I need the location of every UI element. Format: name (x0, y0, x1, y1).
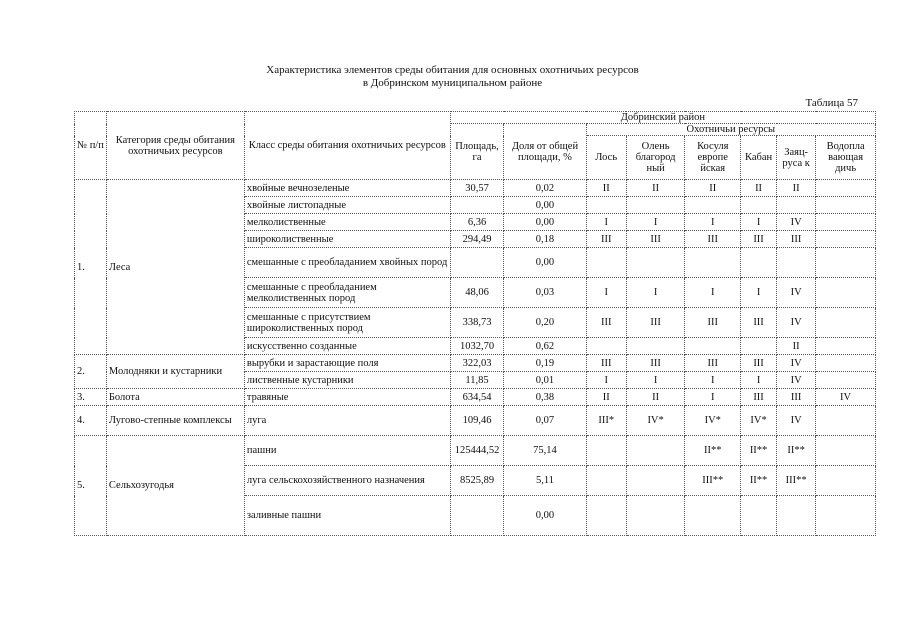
cell-moose (586, 496, 626, 536)
cell-boar: I (741, 214, 777, 231)
table-body (75, 180, 876, 536)
cell-moose: III (586, 355, 626, 372)
cell-hare: II (777, 180, 816, 197)
header-deer: Олень благород ный (626, 136, 685, 180)
table-row (75, 180, 876, 197)
cell-deer: III (626, 231, 685, 248)
cell-boar (741, 197, 777, 214)
cell-moose: I (586, 372, 626, 389)
cell-boar (741, 496, 777, 536)
cell-water (816, 214, 876, 231)
table-row (75, 406, 876, 436)
cell-share: 0,18 (504, 231, 586, 248)
cell-boar: I (741, 372, 777, 389)
cell-area: 322,03 (450, 355, 504, 372)
habitat-class: луга сельскохозяйственного назначения (244, 466, 450, 496)
cell-roe: I (685, 389, 741, 406)
cell-area (450, 248, 504, 278)
cell-share: 0,62 (504, 338, 586, 355)
cell-deer: III (626, 355, 685, 372)
cell-water (816, 406, 876, 436)
cell-roe: I (685, 372, 741, 389)
cell-boar: III (741, 355, 777, 372)
cell-deer: I (626, 372, 685, 389)
header-boar: Кабан (741, 136, 777, 180)
header-category: Категория среды обитания охотничьих ресурсов (106, 112, 244, 180)
cell-roe (685, 248, 741, 278)
document-title (0, 64, 905, 90)
cell-boar: III (741, 231, 777, 248)
cell-area: 634,54 (450, 389, 504, 406)
table-number: Таблица 57 (805, 97, 858, 109)
cell-roe: III (685, 308, 741, 338)
cell-moose (586, 338, 626, 355)
cell-roe: III (685, 355, 741, 372)
table-row (75, 355, 876, 372)
cell-moose: III* (586, 406, 626, 436)
habitat-class: заливные пашни (244, 496, 450, 536)
cell-hare (777, 248, 816, 278)
cell-area: 125444,52 (450, 436, 504, 466)
group-category: Лугово-степные комплексы (106, 406, 244, 436)
group-category: Леса (106, 180, 244, 355)
cell-hare: IV (777, 355, 816, 372)
cell-roe: I (685, 278, 741, 308)
habitat-class: смешанные с преобладанием мелколиственных пород (244, 278, 450, 308)
habitat-class: вырубки и зарастающие поля (244, 355, 450, 372)
cell-water (816, 180, 876, 197)
cell-area: 11,85 (450, 372, 504, 389)
habitat-class: смешанные с преобладанием хвойных пород (244, 248, 450, 278)
cell-deer (626, 496, 685, 536)
cell-hare: III (777, 389, 816, 406)
cell-share: 0,07 (504, 406, 586, 436)
cell-area: 338,73 (450, 308, 504, 338)
cell-deer (626, 338, 685, 355)
cell-roe: IV* (685, 406, 741, 436)
cell-hare: II (777, 338, 816, 355)
cell-hare: III (777, 231, 816, 248)
habitat-table (74, 111, 876, 536)
cell-share: 5,11 (504, 466, 586, 496)
group-number: 2. (75, 355, 107, 389)
cell-hare: IV (777, 406, 816, 436)
habitat-class: хвойные вечнозеленые (244, 180, 450, 197)
cell-moose (586, 436, 626, 466)
cell-share: 0,00 (504, 197, 586, 214)
cell-water (816, 308, 876, 338)
cell-area (450, 496, 504, 536)
cell-deer: I (626, 278, 685, 308)
cell-water (816, 372, 876, 389)
cell-roe: III** (685, 466, 741, 496)
cell-roe: II** (685, 436, 741, 466)
cell-moose (586, 248, 626, 278)
cell-deer (626, 466, 685, 496)
cell-boar (741, 248, 777, 278)
table-row (75, 389, 876, 406)
cell-deer: II (626, 180, 685, 197)
cell-hare: IV (777, 214, 816, 231)
cell-share: 0,00 (504, 248, 586, 278)
cell-water (816, 496, 876, 536)
habitat-class: смешанные с присутствием широколиственных пород (244, 308, 450, 338)
cell-share: 75,14 (504, 436, 586, 466)
cell-share: 0,19 (504, 355, 586, 372)
habitat-class: травяные (244, 389, 450, 406)
cell-deer: IV* (626, 406, 685, 436)
cell-moose: II (586, 180, 626, 197)
cell-deer: III (626, 308, 685, 338)
habitat-class: пашни (244, 436, 450, 466)
cell-water: IV (816, 389, 876, 406)
group-number: 3. (75, 389, 107, 406)
cell-share: 0,03 (504, 278, 586, 308)
header-share: Доля от общей площади, % (504, 124, 586, 180)
cell-area: 6,36 (450, 214, 504, 231)
habitat-class: мелколиственные (244, 214, 450, 231)
cell-moose: II (586, 389, 626, 406)
habitat-class: широколиственные (244, 231, 450, 248)
cell-deer (626, 248, 685, 278)
cell-moose: III (586, 308, 626, 338)
cell-boar: II** (741, 466, 777, 496)
cell-share: 0,01 (504, 372, 586, 389)
cell-area: 8525,89 (450, 466, 504, 496)
cell-water (816, 436, 876, 466)
cell-share: 0,00 (504, 214, 586, 231)
group-category: Сельхозугодья (106, 436, 244, 536)
group-category: Болота (106, 389, 244, 406)
cell-deer (626, 436, 685, 466)
cell-moose (586, 466, 626, 496)
cell-roe (685, 338, 741, 355)
cell-hare: IV (777, 308, 816, 338)
cell-share: 0,20 (504, 308, 586, 338)
cell-boar: IV* (741, 406, 777, 436)
cell-moose (586, 197, 626, 214)
habitat-class: луга (244, 406, 450, 436)
header-district: Добринский район (450, 112, 875, 124)
cell-roe: I (685, 214, 741, 231)
cell-boar: II** (741, 436, 777, 466)
habitat-class: лиственные кустарники (244, 372, 450, 389)
header-num: № п/п (75, 112, 107, 180)
cell-deer: I (626, 214, 685, 231)
cell-share: 0,02 (504, 180, 586, 197)
group-category: Молодняки и кустарники (106, 355, 244, 389)
table-row (75, 436, 876, 466)
cell-hare (777, 496, 816, 536)
cell-hare: IV (777, 372, 816, 389)
cell-boar: I (741, 278, 777, 308)
cell-area: 109,46 (450, 406, 504, 436)
title-line-2: в Добринском муниципальном районе (362, 77, 543, 89)
cell-area (450, 197, 504, 214)
cell-deer: II (626, 389, 685, 406)
cell-water (816, 466, 876, 496)
header-hare: Заяц-руса к (777, 136, 816, 180)
header-waterfowl: Водопла вающая дичь (816, 136, 876, 180)
cell-hare: IV (777, 278, 816, 308)
cell-moose: III (586, 231, 626, 248)
cell-boar (741, 338, 777, 355)
cell-water (816, 278, 876, 308)
cell-hare (777, 197, 816, 214)
cell-roe (685, 496, 741, 536)
cell-boar: II (741, 180, 777, 197)
cell-hare: III** (777, 466, 816, 496)
cell-water (816, 355, 876, 372)
cell-roe (685, 197, 741, 214)
cell-roe: II (685, 180, 741, 197)
cell-area: 294,49 (450, 231, 504, 248)
cell-area: 30,57 (450, 180, 504, 197)
cell-deer (626, 197, 685, 214)
cell-share: 0,00 (504, 496, 586, 536)
cell-boar: III (741, 308, 777, 338)
cell-boar: III (741, 389, 777, 406)
header-class: Класс среды обитания охотничьих ресурсов (244, 112, 450, 180)
habitat-class: хвойные листопадные (244, 197, 450, 214)
cell-water (816, 248, 876, 278)
header-resources: Охотничьи ресурсы (586, 124, 875, 136)
cell-water (816, 197, 876, 214)
group-number: 5. (75, 436, 107, 536)
habitat-class: искусственно созданные (244, 338, 450, 355)
title-line-1: Характеристика элементов среды обитания для основных охотничьих ресурсов (266, 64, 639, 76)
cell-hare: II** (777, 436, 816, 466)
cell-water (816, 338, 876, 355)
group-number: 4. (75, 406, 107, 436)
cell-roe: III (685, 231, 741, 248)
header-area: Площадь, га (450, 124, 504, 180)
cell-moose: I (586, 278, 626, 308)
cell-moose: I (586, 214, 626, 231)
cell-water (816, 231, 876, 248)
header-roe: Косуля европе йская (685, 136, 741, 180)
group-number: 1. (75, 180, 107, 355)
cell-area: 1032,70 (450, 338, 504, 355)
cell-area: 48,06 (450, 278, 504, 308)
cell-share: 0,38 (504, 389, 586, 406)
header-moose: Лось (586, 136, 626, 180)
